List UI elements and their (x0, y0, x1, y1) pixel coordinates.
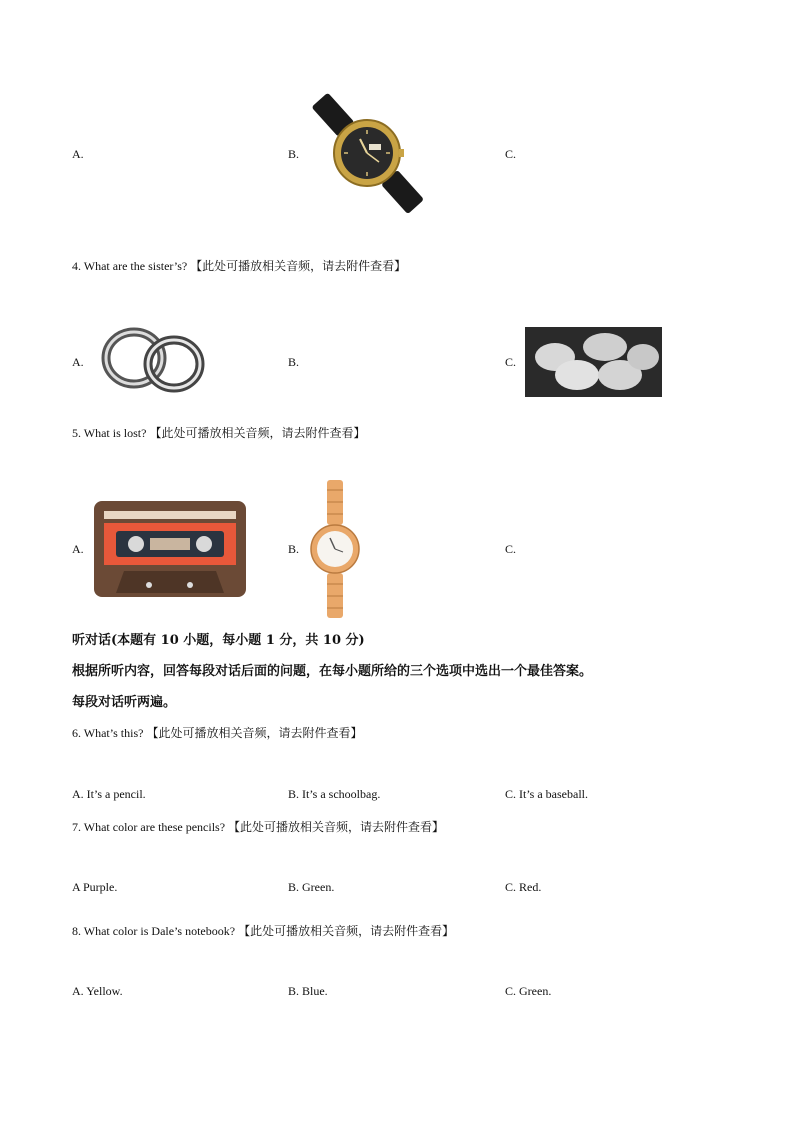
option-c: C. Green. (505, 984, 552, 998)
option-b: B. Blue. (288, 984, 328, 998)
option-a: A. It’s a pencil. (72, 787, 146, 801)
rings-image (94, 322, 214, 394)
question-7-text: 7. What color are these pencils? 【此处可播放相关音频，请去附件查看】 (72, 820, 445, 834)
option-c-label: C. (505, 147, 517, 161)
option-a: A Purple. (72, 880, 118, 894)
section-instruction: 根据所听内容，回答每段对话后面的问题，在每小题所给的三个选项中选出一个最佳答案。 (72, 664, 593, 679)
option-c-label: C. (505, 355, 517, 369)
cassette-tape-image (94, 501, 246, 597)
option-a-label: A. (72, 542, 84, 556)
option-c: C. Red. (505, 880, 542, 894)
option-b: B. Green. (288, 880, 335, 894)
wristwatch-image (305, 92, 430, 214)
eggs-image (525, 327, 662, 397)
question-6-text: 6. What’s this? 【此处可播放相关音频，请去附件查看】 (72, 726, 363, 740)
question-8-text: 8. What color is Dale’s notebook? 【此处可播放相关音频，请去附件查看】 (72, 924, 455, 938)
section-instruction: 每段对话听两遍。 (72, 695, 177, 710)
option-a-label: A. (72, 147, 84, 161)
option-b-label: B. (288, 355, 300, 369)
ladies-watch-image (310, 480, 360, 618)
option-b: B. It’s a schoolbag. (288, 787, 381, 801)
option-a-label: A. (72, 355, 84, 369)
option-a: A. Yellow. (72, 984, 123, 998)
option-c: C. It’s a baseball. (505, 787, 588, 801)
option-c-label: C. (505, 542, 517, 556)
option-b-label: B. (288, 147, 300, 161)
section-title: 听对话(本题有 10 小题，每小题 1 分，共 10 分) (72, 633, 365, 648)
question-5-text: 5. What is lost? 【此处可播放相关音频，请去附件查看】 (72, 426, 366, 440)
option-b-label: B. (288, 542, 300, 556)
question-4-text: 4. What are the sister’s? 【此处可播放相关音频，请去附件查看】 (72, 259, 407, 273)
